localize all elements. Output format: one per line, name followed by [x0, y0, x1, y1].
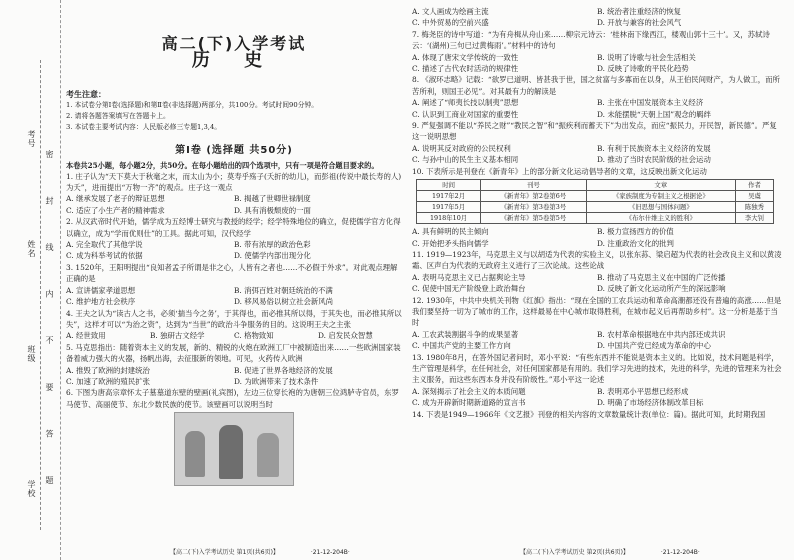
option[interactable]: A. 说明其反对政府的公民权利	[412, 143, 511, 153]
option[interactable]: C. 成为科举考试的依据	[66, 251, 143, 261]
table-cell: 1918年10月	[417, 213, 481, 224]
table-cell: 《旧思想与国体问题》	[586, 202, 735, 213]
option[interactable]: C. 描述了古代农时活动的规律性	[412, 64, 519, 74]
option[interactable]: C. 加速了欧洲的殖民扩张	[66, 376, 150, 386]
option[interactable]: C. 维护地方社会秩序	[66, 297, 136, 307]
question-9	[412, 120, 782, 166]
option[interactable]: A. 完全取代了其他学说	[66, 240, 143, 250]
section-heading: 第Ⅰ卷 (选择题 共50分)	[175, 145, 293, 157]
option[interactable]: D. 为欧洲带来了技术条件	[234, 376, 319, 386]
mural-figure	[219, 425, 243, 479]
option[interactable]: A. 推毁了欧洲的封建统治	[66, 365, 150, 375]
table-cell: 1917年2月	[417, 191, 481, 202]
label-kaohao: 考号	[27, 130, 36, 148]
option[interactable]: D. 推动了当时农民阶级的社会运动	[597, 155, 711, 165]
option[interactable]: B. 农村革命根据地在中共内部还成共识	[597, 329, 726, 339]
table-header: 刊号	[481, 180, 586, 191]
option[interactable]: B. 促进了世界各地经济的发展	[234, 365, 333, 375]
option[interactable]: B. 极力宣扬西方的价值	[597, 227, 674, 237]
option[interactable]: D. 具有消极颓废的一面	[234, 205, 311, 215]
option[interactable]: A. 宣讲儒家孝道思想	[66, 285, 136, 295]
option[interactable]: A. 阐述了“师夷长技以制夷”思想	[412, 98, 519, 108]
question-3	[66, 262, 402, 308]
option[interactable]: A. 经世致用	[66, 331, 106, 341]
question-stem: 2. 从汉武帝时代开始，儒学成为五经博士研究与教授的经学；经学特殊地位的确立，促使儒学官方化得以确立，成为“学而优则仕”的工具。据此可知，汉代经学	[66, 217, 401, 238]
option[interactable]: C. 与孙中山的民生主义基本相同	[412, 155, 519, 165]
article-table	[416, 179, 774, 224]
question-11	[412, 249, 782, 295]
option[interactable]: A. 体现了唐宋文学传统的一致性	[412, 52, 519, 62]
exam-subject: 历 史	[191, 50, 277, 72]
question-1	[66, 171, 402, 217]
footer-code: ·21-12-204B·	[660, 549, 700, 556]
question-10	[412, 166, 782, 249]
table-header-row	[417, 180, 774, 191]
option[interactable]: A. 具有鲜明的民主倾向	[412, 227, 489, 237]
question-stem: 7. 梅尧臣的诗中写道：“为有舟楫从舟山来……柳宗元诗云：‘桂林南下缘西江，楼观山郭十三十’。又，苏轼诗云：‘(湖州)三句已过黄梅雨’。”材料中的诗句	[412, 29, 770, 51]
question-stem: 5. 马克思指出：随着资本主义的发展，新的、精锐的火炮在欧洲工厂中被制造出来……一些欧洲国家装备着威力强大的火器，扬帆出海，去征服新的领地。可见，火药传入欧洲	[66, 342, 401, 364]
question-4	[66, 308, 402, 342]
table-cell: 《新青年》第2卷第6号	[481, 191, 586, 202]
question-stem: 12. 1930年，中共中央机关刊物《红旗》指出：“现在全国的工农兵运动和革命高潮都还没有普遍的高涨……但是我们要坚持一切为了城市的工作，这样最易在中心城市取得胜利，在城市起义后再帮助乡村”。这一分析是基于当时	[412, 295, 782, 328]
option[interactable]: C. 开始把矛头指向儒学	[412, 238, 489, 248]
option[interactable]: C. 中国共产党的主要工作方向	[412, 341, 511, 351]
option[interactable]: B. 有利于民族资本主义经济的发展	[597, 143, 711, 153]
label-banji: 班级	[27, 345, 36, 363]
question-stem: 1. 庄子认为“天下莫大于秋毫之末，而太山为小；莫寿乎殇子(夭折的幼儿)，而彭祖(传说中最长寿的人)为夭”，进而提出“万物一齐”的观点。庄子这一观点	[66, 171, 402, 193]
question-6-options	[412, 6, 782, 29]
table-cell: 《新青年》第5卷第5号	[481, 213, 586, 224]
option[interactable]: B. 消弭百姓对朝廷统治的不满	[234, 285, 333, 295]
option[interactable]: B. 揭越了世卿世禄制度	[234, 194, 311, 204]
question-stem: 8. 《淑环志略》记载：“欲罗已道明、皆甚我于世，国之贫富与多寡而在以身，从王伯民间财产，为人做工，而所苦所利，则国王必见”。对其最有力的解读是	[412, 75, 780, 96]
option[interactable]: B. 独研古文经学	[150, 331, 205, 341]
question-13	[412, 352, 782, 409]
option[interactable]: B. 统治者注重经济的恢复	[597, 7, 682, 16]
question-12	[412, 295, 782, 352]
fold-warning: 密 封 线 内 不 要 答 题	[45, 150, 54, 502]
question-stem: 4. 王夫之认为“读古人之书，必须‘揣当今之务’，于其得也，而必推其所以得，于其失也，而必推其所以失”，这样才可以“为治之资”，达到为“当世”的政治斗争服务的目的。这说明王夫之主张	[66, 308, 402, 329]
question-stem: 6. 下图为唐高宗章怀太子墓墓道东壁的壁画(礼宾图)，左边三位穿长袍的为唐朝三位鸿胪寺官员，东罗马使节、高丽使节、东北少数民族的使节。该壁画可以说明当时	[66, 388, 399, 409]
footer-left	[170, 547, 350, 556]
footer-code: ·21-12-204B·	[310, 549, 350, 556]
option[interactable]: B. 表明邓小平思想已经形成	[597, 386, 689, 396]
table-row	[417, 202, 774, 213]
option[interactable]: D. 开放与兼容的社会风气	[597, 18, 682, 28]
footer-page-label: 【高二(下)入学考试历史 第2页(共6页)】	[520, 549, 629, 556]
notice-line: 2. 请将各题答案填写在答题卡上。	[66, 112, 170, 121]
question-stem: 10. 下表所示是刊登在《新青年》上的部分新文化运动倡导者的文章，这反映出新文化运动	[412, 166, 707, 176]
label-xuexiao: 学校	[27, 480, 36, 498]
option[interactable]: A. 文人画成为绘画主流	[412, 7, 489, 16]
table-row	[417, 191, 774, 202]
question-6	[66, 387, 402, 486]
option[interactable]: D. 明确了市场经济体制改革目标	[597, 398, 704, 408]
right-column	[412, 6, 782, 546]
question-14	[412, 409, 782, 420]
mural-image	[174, 412, 294, 486]
option[interactable]: B. 推动了马克思主义在中国的广泛传播	[597, 272, 726, 282]
exam-title: 高二(下)入学考试	[161, 34, 307, 53]
question-stem: 13. 1980年8月，在答外国记者问时，邓小平说：“有些东西并不能说是资本主义的。比如说，技术问题是科学，生产管理是科学，在任何社会，对任何国家都是有用的。我们学习先进的技术，先进的科学，先进的管理来为社会主义服务，而这些东西本身并没有阶级性。”邓小平这一论述	[412, 352, 782, 385]
mural-figure	[257, 433, 279, 477]
question-stem: 11. 1919—1923年，马克思主义与以胡适为代表的实验主义，以张东荪、梁启超为代表的社会改良主义和以黄凌霜、区声白为代表的无政府主义进行了三次论战。这些论战	[412, 249, 782, 271]
option[interactable]: D. 反映了诗歌的平民化趋势	[597, 64, 689, 74]
binding-strip	[0, 0, 61, 560]
option[interactable]: D. 中国共产党已经成为革命的中心	[597, 341, 711, 351]
table-cell: 《新青年》第3卷第3号	[481, 202, 586, 213]
notice-line: 1. 本试卷分第Ⅰ卷(选择题)和第Ⅱ卷(非选择题)两部分，共100分。考试时间90分钟。	[66, 101, 319, 110]
option[interactable]: D. 启发民众智慧	[318, 331, 373, 341]
table-header: 作者	[735, 180, 773, 191]
option[interactable]: C. 促使中国无产阶级登上政治舞台	[412, 284, 526, 294]
option[interactable]: C. 格物致知	[234, 331, 274, 341]
table-header: 文章	[586, 180, 735, 191]
table-cell: 1917年5月	[417, 202, 481, 213]
question-stem: 9. 严复强调不能以“养民之财”“教民之智”和“振疾利而蓄天下”为出发点，而应“振民力，开民智，新民德”。严复这一说明思想	[412, 121, 777, 142]
question-2	[66, 216, 402, 262]
option[interactable]: D. 注重政治文化的批判	[597, 238, 674, 248]
table-row	[417, 213, 774, 224]
footer-right	[520, 547, 700, 556]
table-cell: 《家族制度为专制主义之根据论》	[586, 191, 735, 202]
table-cell: 李大钊	[735, 213, 773, 224]
label-xingming: 姓名	[27, 240, 36, 258]
option[interactable]: C. 中外贸易的空前兴盛	[412, 18, 489, 28]
option[interactable]: D. 使儒学内部出现分化	[234, 251, 311, 261]
fold-line	[40, 60, 42, 530]
left-column	[66, 6, 402, 546]
option[interactable]: D. 未能摆脱“天朝上国”观念的羁绊	[597, 109, 711, 119]
option[interactable]: C. 成为开辟新时期新道路的宣言书	[412, 398, 526, 408]
question-stem: 14. 下表是1949—1966年《文艺报》刊登的相关内容的文章数量统计表(单位：篇)。据此可知，此时期我国	[412, 409, 766, 419]
question-7	[412, 29, 782, 75]
footer-page-label: 【高二(下)入学考试历史 第1页(共6页)】	[170, 549, 279, 556]
option[interactable]: B. 说明了诗歌与社会生活相关	[597, 52, 696, 62]
section-intro: 本卷共25小题，每小题2分，共50分。在每小题给出的四个选项中，只有一项是符合题目要求的。	[66, 160, 379, 170]
notice-line: 3. 本试卷主要考试内容：人民版必修三专题1,3,4。	[66, 123, 222, 132]
option[interactable]: B. 主张在中国发展资本主义经济	[597, 98, 704, 108]
table-header: 时间	[417, 180, 481, 191]
option[interactable]: A. 表明马克思主义已占据舆论主导	[412, 272, 526, 282]
option[interactable]: C. 适应了小生产者的精神需求	[66, 205, 165, 215]
option[interactable]: C. 认识到工商业对国家的重要性	[412, 109, 519, 119]
option[interactable]: D. 移风易俗以树立社会新风尚	[234, 297, 334, 307]
question-stem: 3. 1520年，王阳明提出“良知者孟子所谓是非之心，人皆有之者也……不必假于外求”。对此观点理解正确的是	[66, 262, 398, 284]
option[interactable]: D. 反映了新文化运动所产生的深远影响	[597, 284, 726, 294]
option[interactable]: A. 工农武装割据斗争的成果显著	[412, 329, 519, 339]
question-8	[412, 74, 782, 120]
table-cell: 陈独秀	[735, 202, 773, 213]
table-cell: 《布尔什维主义的胜利》	[586, 213, 735, 224]
notice-heading: 考生注意：	[66, 89, 106, 99]
option[interactable]: A. 深刻揭示了社会主义的本质问题	[412, 386, 526, 396]
option[interactable]: A. 继承发展了老子的辩证思想	[66, 194, 165, 204]
table-cell: 吴虞	[735, 191, 773, 202]
mural-figure	[185, 431, 205, 477]
option[interactable]: B. 带有浓厚的政治色彩	[234, 240, 311, 250]
question-5	[66, 342, 402, 388]
